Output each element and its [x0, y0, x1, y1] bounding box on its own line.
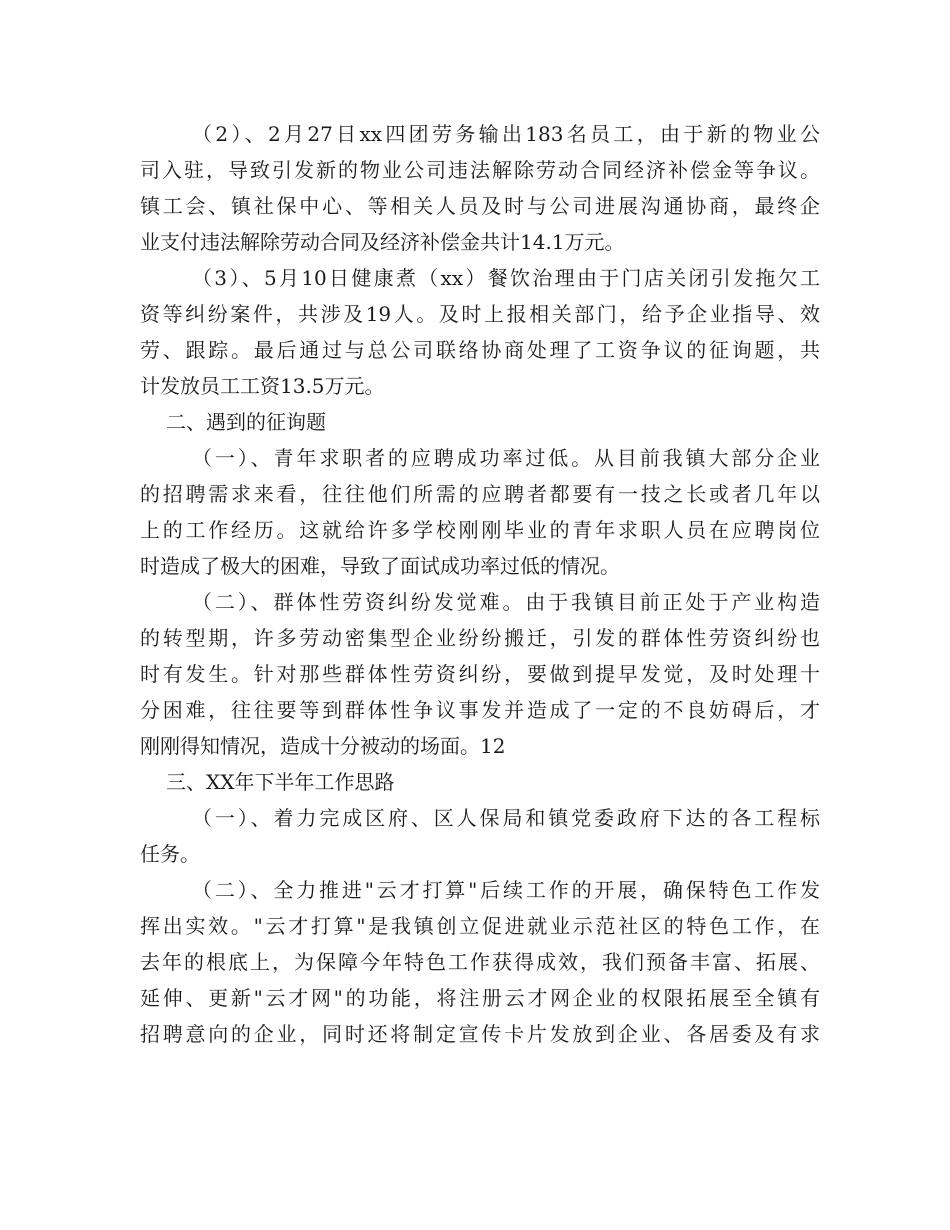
- text-line: 业支付违法解除劳动合同及经济补偿金共计14.1万元。: [140, 230, 625, 254]
- text-line: （一）、着力完成区府、区人保局和镇党委政府下达的各工程标: [192, 806, 820, 830]
- text-line: （3）、5月10日健康煮（xx）餐饮治理由于门店关闭引发拖欠工: [192, 266, 820, 290]
- text-line: 任务。: [140, 842, 200, 866]
- text-line: （一）、青年求职者的应聘成功率过低。从目前我镇大部分企业: [192, 446, 820, 470]
- text-line: 刚刚得知情况，造成十分被动的场面。12: [140, 734, 506, 758]
- text-line: 时有发生。针对那些群体性劳资纠纷，要做到提早发觉，及时处理十: [140, 662, 820, 686]
- text-line: 镇工会、镇社保中心、等相关人员及时与公司进展沟通协商，最终企: [140, 194, 820, 218]
- text-line: 资等纠纷案件，共涉及19人。及时上报相关部门，给予企业指导、效: [140, 302, 820, 326]
- text-line: （二）、全力推进"云才打算"后续工作的开展，确保特色工作发: [192, 878, 820, 902]
- text-line: 延伸、更新"云才网"的功能，将注册云才网企业的权限拓展至全镇有: [140, 986, 820, 1010]
- text-line: 挥出实效。"云才打算"是我镇创立促进就业示范社区的特色工作，在: [140, 914, 820, 938]
- text-line: 时造成了极大的困难，导致了面试成功率过低的情况。: [140, 554, 620, 578]
- text-line: 计发放员工工资13.5万元。: [140, 374, 385, 398]
- text-line: 分困难，往往要等到群体性争议事发并造成了一定的不良妨碍后，才: [140, 698, 820, 722]
- text-line: 的招聘需求来看，往往他们所需的应聘者都要有一技之长或者几年以: [140, 482, 820, 506]
- section-heading: 二、遇到的征询题: [166, 410, 326, 434]
- text-line: 上的工作经历。这就给许多学校刚刚毕业的青年求职人员在应聘岗位: [140, 518, 820, 542]
- text-line: （2）、2月27日xx四团劳务输出183名员工，由于新的物业公: [192, 122, 820, 146]
- text-line: （二）、群体性劳资纠纷发觉难。由于我镇目前正处于产业构造: [192, 590, 820, 614]
- text-line: 司入驻，导致引发新的物业公司违法解除劳动合同经济补偿金等争议。: [140, 158, 820, 182]
- text-line: 的转型期，许多劳动密集型企业纷纷搬迁，引发的群体性劳资纠纷也: [140, 626, 820, 650]
- document-body: [140, 116, 820, 1052]
- text-line: 去年的根底上，为保障今年特色工作获得成效，我们预备丰富、拓展、: [140, 950, 820, 974]
- text-line: 招聘意向的企业，同时还将制定宣传卡片发放到企业、各居委及有求: [140, 1022, 820, 1046]
- section-heading: 三、XX年下半年工作思路: [166, 770, 395, 794]
- text-line: 劳、跟踪。最后通过与总公司联络协商处理了工资争议的征询题，共: [140, 338, 820, 362]
